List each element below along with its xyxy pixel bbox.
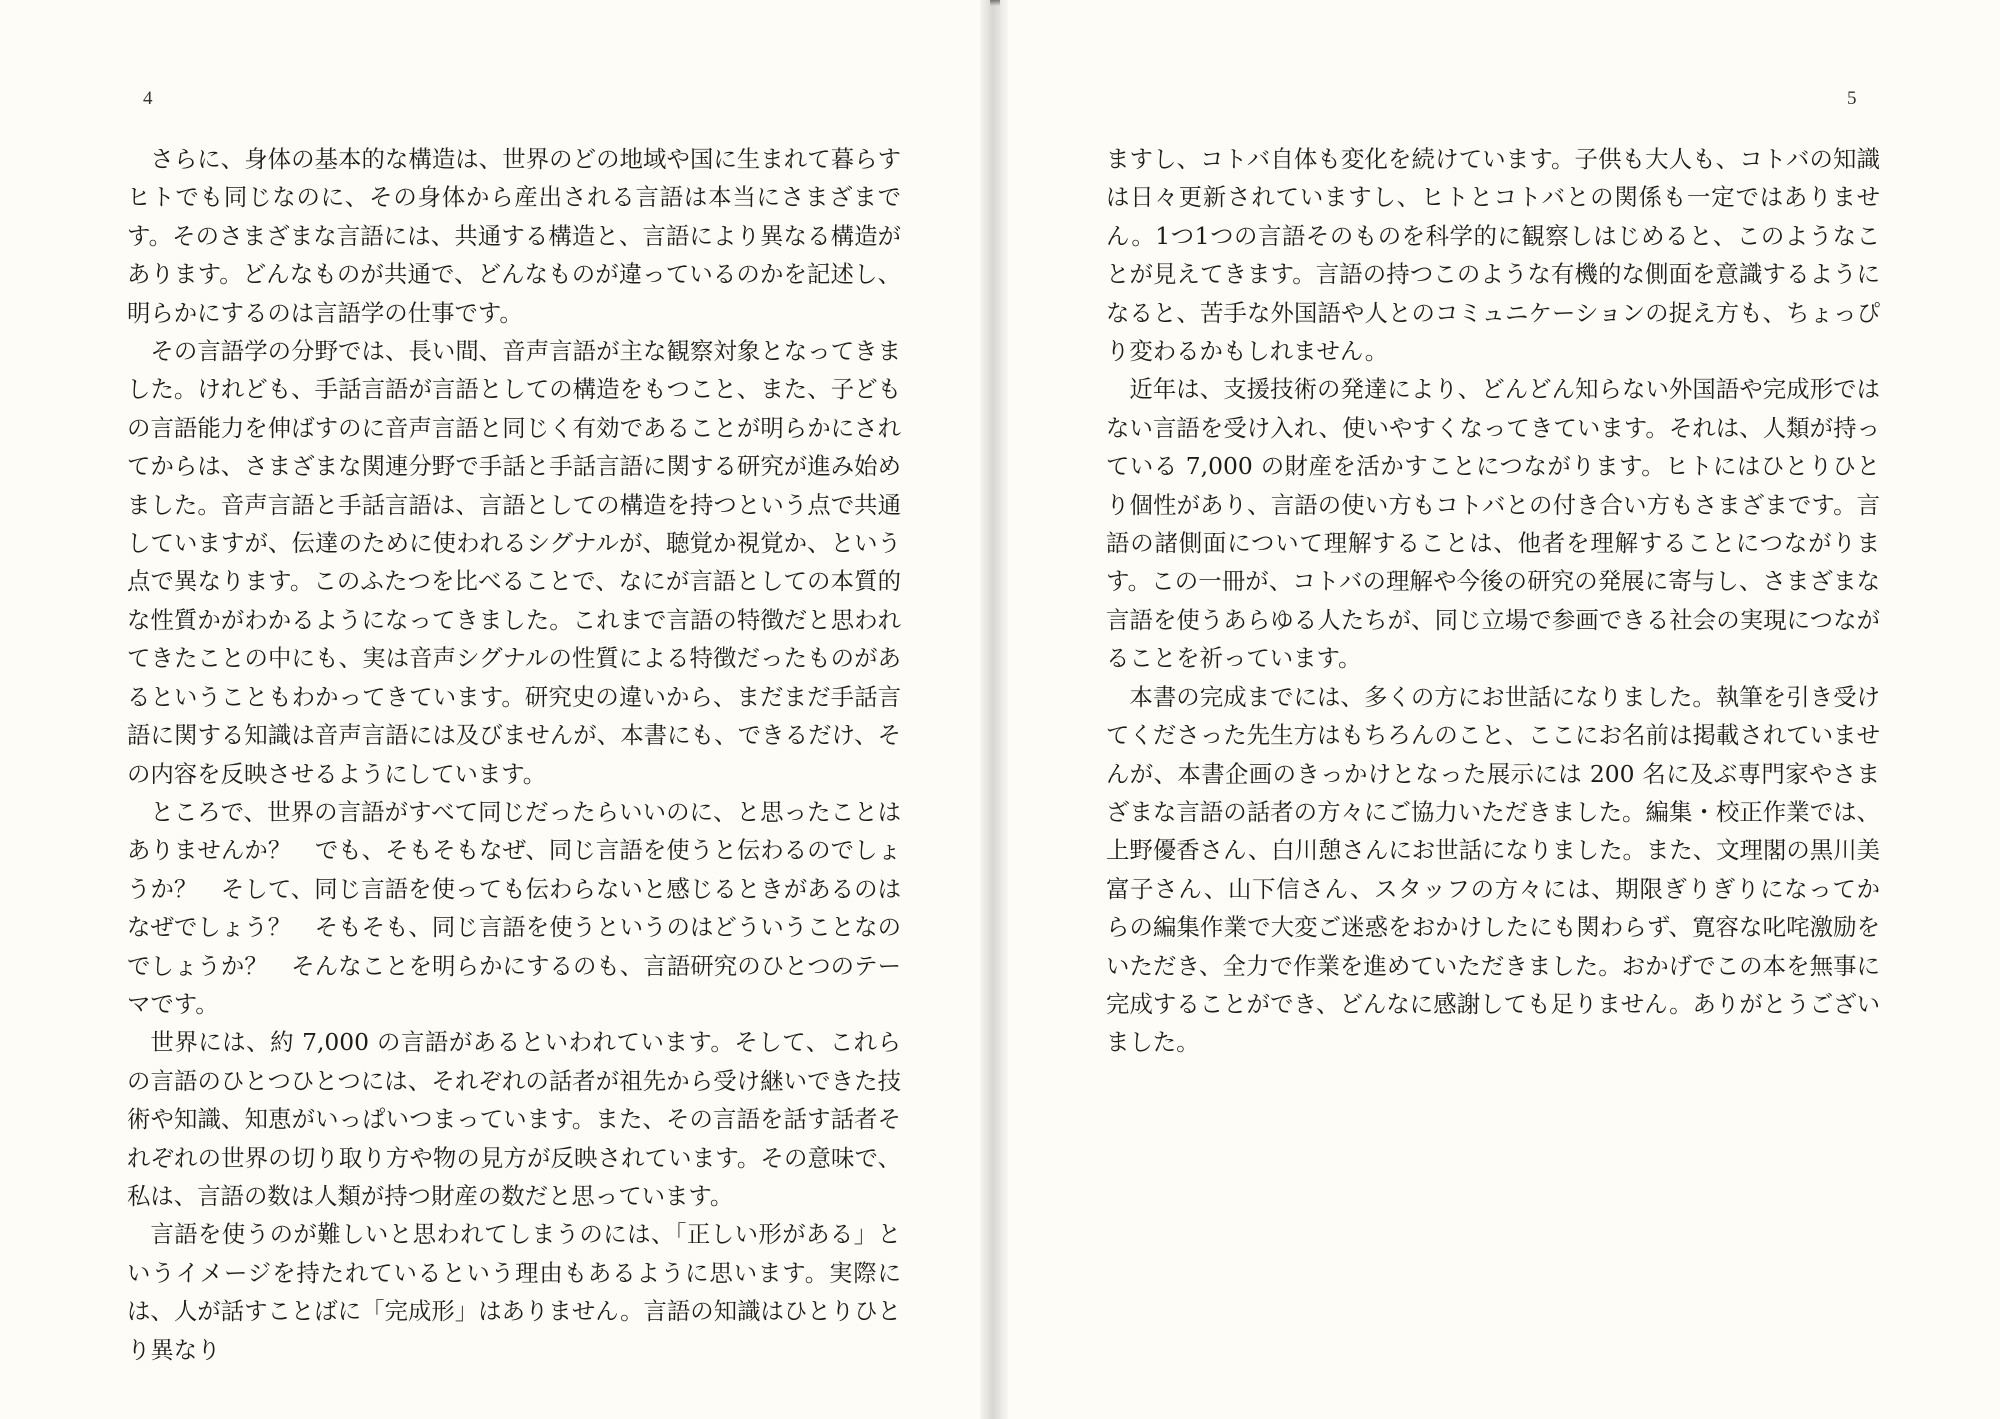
book-gutter xyxy=(980,0,1008,1419)
left-paragraph-2: その言語学の分野では、長い間、音声言語が主な観察対象となってきました。けれども、手話言語が言語としての構造をもつこと、また、子どもの言語能力を伸ばすのに音声言語と同じく有効であることが明らかにされてからは、さまざまな関連分野で手話と手話言語に関する研究が進み始めました。音声言語と手話言語は、言語としての構造を持つという点で共通していますが、伝達のために使われるシグナルが、聴覚か視覚か、という点で異なります。このふたつを比べることで、なにが言語としての本質的な性質かがわかるようになってきました。これまで言語の特徴だと思われてきたことの中にも、実は音声シグナルの性質による特徴だったものがあるということもわかってきています。研究史の違いから、まだまだ手話言語に関する知識は音声言語には及びませんが、本書にも、できるだけ、その内容を反映させるようにしています。 xyxy=(127,337,901,788)
left-paragraph-1: さらに、身体の基本的な構造は、世界のどの地域や国に生まれて暮らすヒトでも同じなのに、その身体から産出される言語は本当にさまざまです。そのさまざまな言語には、共通する構造と、言語により異なる構造があります。どんなものが共通で、どんなものが違っているのかを記述し、明らかにするのは言語学の仕事です。 xyxy=(127,145,901,327)
right-paragraph-2: 近年は、支援技術の発達により、どんどん知らない外国語や完成形ではない言語を受け入れ、使いやすくなってきています。それは、人類が持っている 7,000 の財産を活かすことにつながります。ヒトにはひとりひとり個性があり、言語の使い方もコトバとの付き合い方もさまざまです。言語の諸側面について理解することは、他者を理解することにつながります。この一冊が、コトバの理解や今後の研究の発展に寄与し、さまざまな言語を使うあらゆる人たちが、同じ立場で参画できる社会の実現につながることを祈っています。 xyxy=(1106,375,1880,673)
left-page-number: 4 xyxy=(143,88,153,109)
right-page xyxy=(1000,0,2000,1419)
left-page-body xyxy=(127,140,901,1369)
right-paragraph-1: ますし、コトバ自体も変化を続けています。子供も大人も、コトバの知識は日々更新されていますし、ヒトとコトバとの関係も一定ではありません。1つ1つの言語そのものを科学的に観察しはじめると、このようなことが見えてきます。言語の持つこのような有機的な側面を意識するようになると、苦手な外国語や人とのコミュニケーションの捉え方も、ちょっぴり変わるかもしれません。 xyxy=(1106,145,1880,366)
left-page xyxy=(0,0,990,1419)
right-page-number: 5 xyxy=(1847,88,1857,109)
right-page-body xyxy=(1106,140,1880,1062)
left-paragraph-5: 言語を使うのが難しいと思われてしまうのには、「正しい形がある」というイメージを持たれているという理由もあるように思います。実際には、人が話すことばに「完成形」はありません。言語の知識はひとりひとり異なり xyxy=(127,1220,901,1364)
left-paragraph-4: 世界には、約 7,000 の言語があるといわれています。そして、これらの言語のひとつひとつには、それぞれの話者が祖先から受け継いできた技術や知識、知恵がいっぱいつまっています。また、その言語を話す話者それぞれの世界の切り取り方や物の見方が反映されています。その意味で、私は、言語の数は人類が持つ財産の数だと思っています。 xyxy=(127,1028,901,1210)
left-paragraph-3: ところで、世界の言語がすべて同じだったらいいのに、と思ったことはありませんか？ でも、そもそもなぜ、同じ言語を使うと伝わるのでしょうか？ そして、同じ言語を使っても伝わらないと感じるときがあるのはなぜでしょう？ そもそも、同じ言語を使うというのはどういうことなのでしょうか？ そんなことを明らかにするのも、言語研究のひとつのテーマです。 xyxy=(127,797,901,1018)
right-paragraph-3: 本書の完成までには、多くの方にお世話になりました。執筆を引き受けてくださった先生方はもちろんのこと、ここにお名前は掲載されていませんが、本書企画のきっかけとなった展示には 200 名に及ぶ専門家やさまざまな言語の話者の方々にご協力いただきました。編集・校正作業では、上野優香さん、白川憩さんにお世話になりました。また、文理閣の黒川美富子さん、山下信さん、スタッフの方々には、期限ぎりぎりになってからの編集作業で大変ご迷惑をおかけしたにも関わらず、寛容な叱咤激励をいただき、全力で作業を進めていただきました。おかげでこの本を無事に完成することができ、どんなに感謝しても足りません。ありがとうございました。 xyxy=(1106,682,1880,1057)
